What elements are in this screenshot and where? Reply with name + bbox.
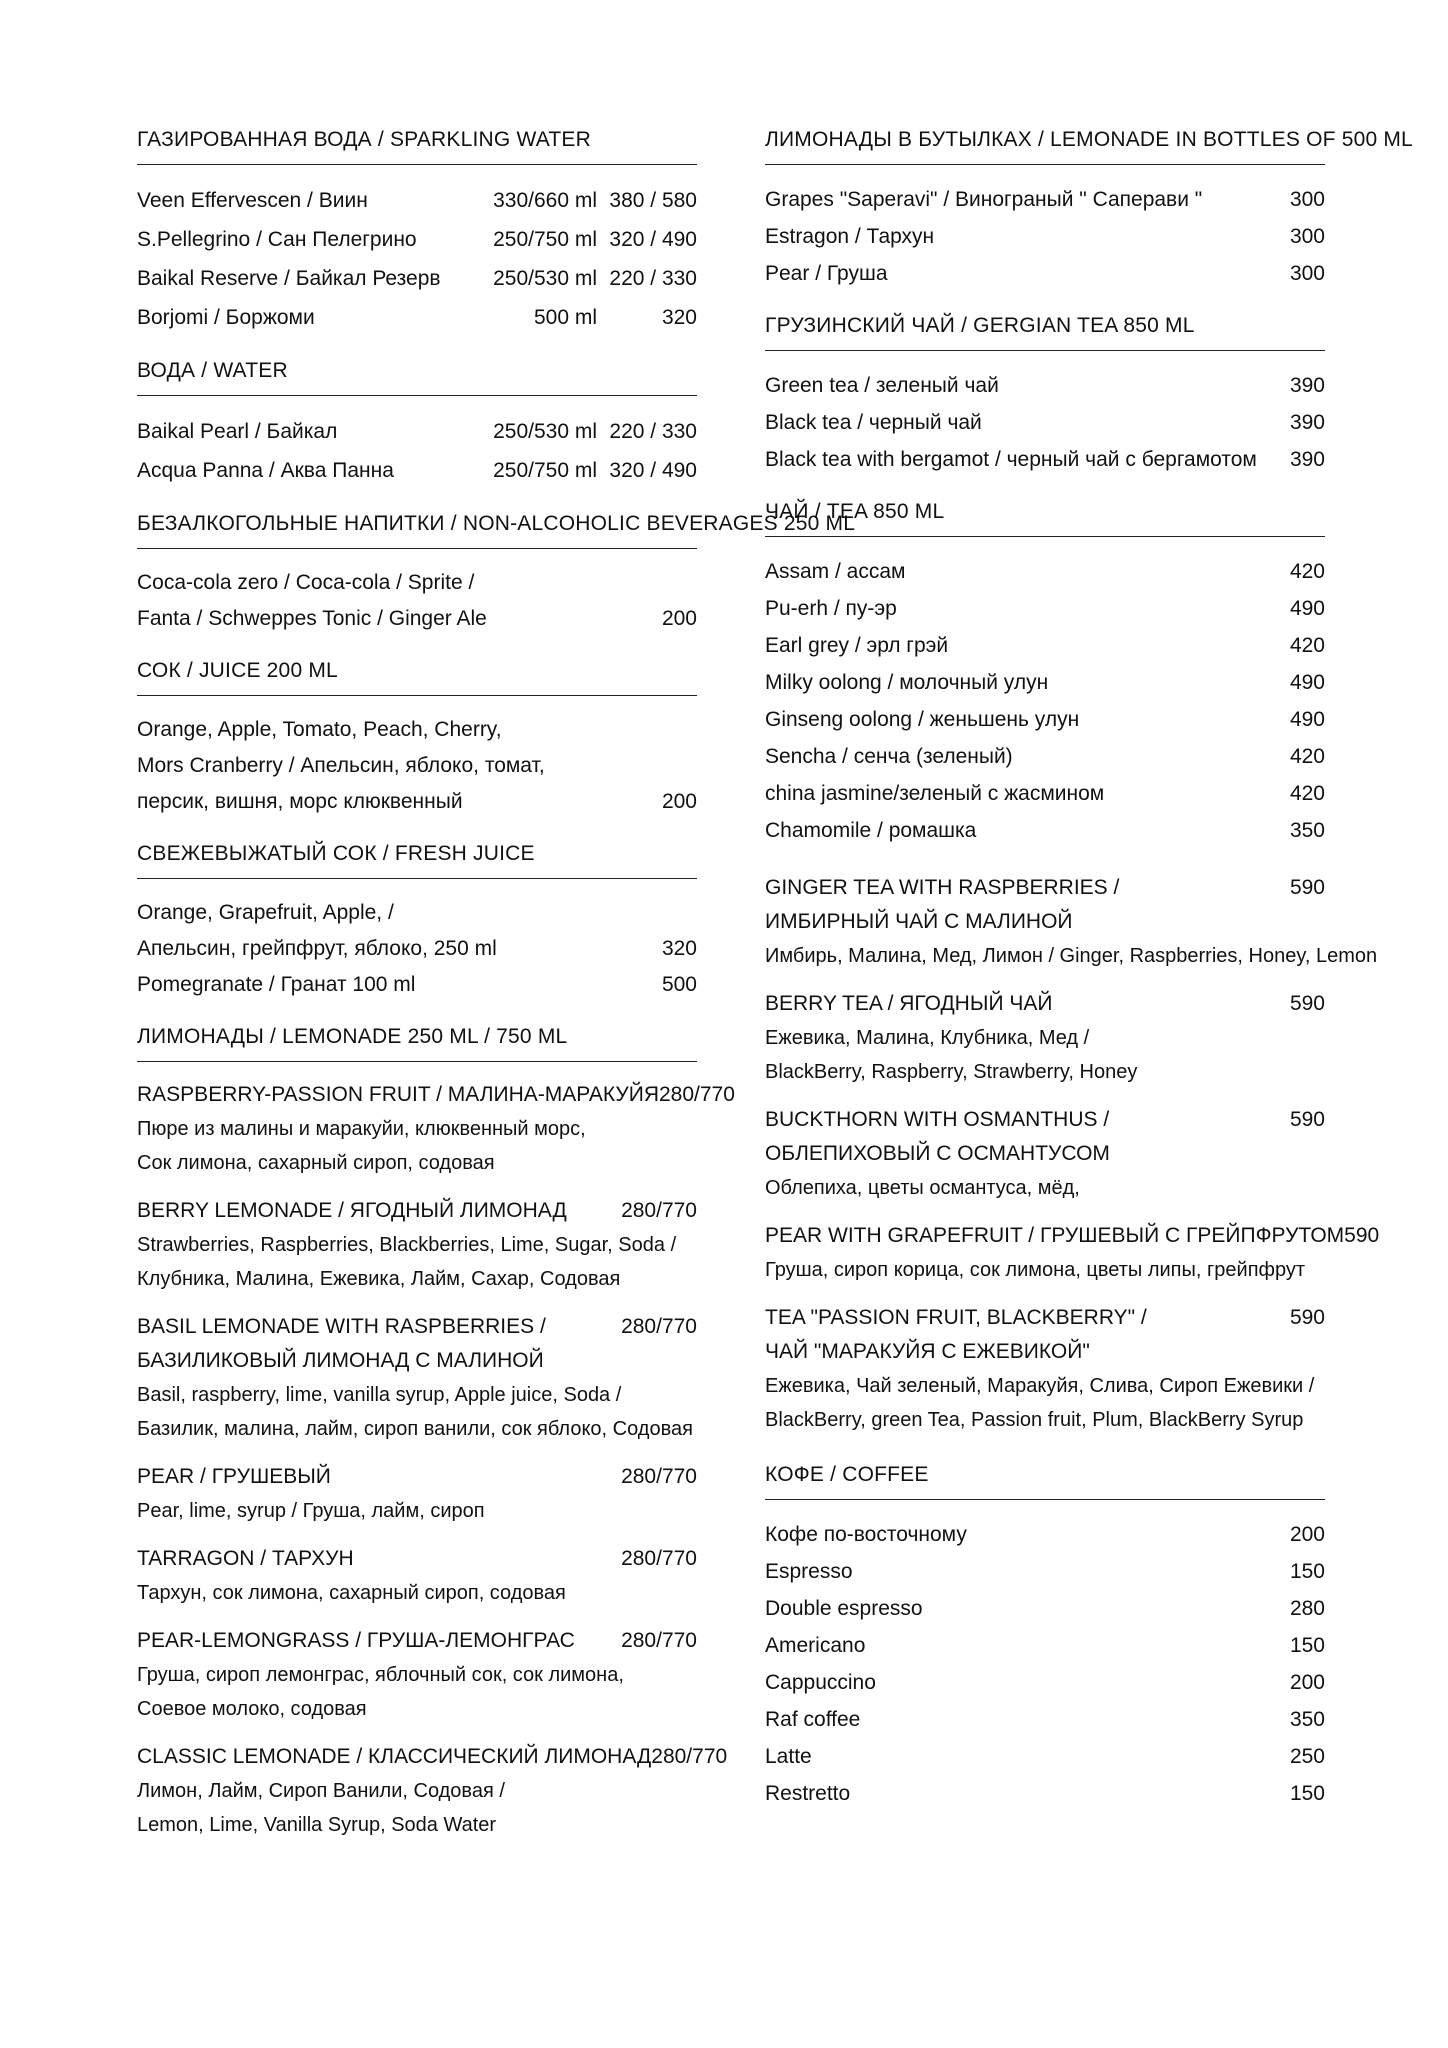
right-column bbox=[765, 128, 1413, 1834]
item-title-line: ЧАЙ "МАРАКУЙЯ С ЕЖЕВИКОЙ" bbox=[765, 1340, 1090, 1363]
menu-item bbox=[137, 565, 697, 637]
item-price: 150 bbox=[1289, 1560, 1325, 1583]
item-line: Pomegranate / Гранат 100 ml bbox=[137, 973, 416, 996]
item-title-line: ИМБИРНЫЙ ЧАЙ С МАЛИНОЙ bbox=[765, 910, 1073, 933]
item-line: Coca-cola zero / Coca-cola / Sprite / bbox=[137, 571, 475, 594]
section-title: ЛИМОНАДЫ / LEMONADE 250 ML / 750 ML bbox=[137, 1025, 697, 1062]
menu-item bbox=[765, 1775, 1325, 1812]
item-name: Assam / ассам bbox=[765, 560, 906, 583]
menu-item bbox=[765, 1738, 1325, 1775]
section-juice bbox=[137, 659, 697, 820]
special-tea-list bbox=[765, 871, 1380, 1437]
menu-item bbox=[765, 871, 1378, 973]
item-line: Fanta / Schweppes Tonic / Ginger Ale bbox=[137, 607, 487, 630]
section-title: ВОДА / WATER bbox=[137, 359, 697, 396]
item-price: 390 bbox=[1289, 374, 1325, 397]
item-price: 490 bbox=[1289, 597, 1325, 620]
item-name: china jasmine/зеленый с жасмином bbox=[765, 782, 1105, 805]
item-description: Лимон, Лайм, Сироп Ванили, Содовая / bbox=[137, 1780, 505, 1802]
menu-item bbox=[765, 181, 1325, 218]
item-name: Espresso bbox=[765, 1560, 853, 1583]
item-volume: 250/530 ml bbox=[493, 267, 597, 290]
item-description: Тархун, сок лимона, сахарный сироп, содовая bbox=[137, 1582, 566, 1604]
section-tea bbox=[765, 500, 1325, 849]
item-description: BlackBerry, green Tea, Passion fruit, Plum, BlackBerry Syrup bbox=[765, 1409, 1304, 1431]
menu-item bbox=[765, 1627, 1325, 1664]
item-title bbox=[137, 1078, 659, 1112]
menu-item bbox=[765, 627, 1325, 664]
item-header bbox=[137, 1310, 697, 1378]
section-special-tea bbox=[765, 871, 1380, 1437]
item-price: 420 bbox=[1289, 560, 1325, 583]
item-title-line: БАЗИЛИКОВЫЙ ЛИМОНАД С МАЛИНОЙ bbox=[137, 1349, 544, 1372]
section-title: ГАЗИРОВАННАЯ ВОДА / SPARKLING WATER bbox=[137, 128, 697, 165]
tea-list bbox=[765, 553, 1325, 849]
section-title: БЕЗАЛКОГОЛЬНЫЕ НАПИТКИ / NON-ALCOHOLIC BEVERAGES 250 ML bbox=[137, 512, 697, 549]
menu-item bbox=[137, 1310, 697, 1446]
item-title-line: BERRY TEA / ЯГОДНЫЙ ЧАЙ bbox=[765, 992, 1053, 1015]
item-title bbox=[765, 871, 1215, 939]
menu-item bbox=[765, 1553, 1325, 1590]
item-title bbox=[765, 1219, 1344, 1253]
item-description: Ежевика, Малина, Клубника, Мед / bbox=[765, 1027, 1090, 1049]
item-price: 280/770 bbox=[659, 1083, 735, 1106]
menu-item bbox=[137, 451, 697, 490]
menu-item bbox=[765, 1219, 1380, 1287]
item-title-line: PEAR-LEMONGRASS / ГРУША-ЛЕМОНГРАС bbox=[137, 1629, 575, 1652]
menu-item bbox=[765, 1301, 1325, 1437]
item-price: 320 bbox=[661, 306, 697, 329]
menu-item bbox=[137, 259, 697, 298]
item-header bbox=[137, 1624, 697, 1658]
item-volume: 330/660 ml bbox=[493, 189, 597, 212]
lemonade-list bbox=[137, 1078, 735, 1842]
item-description: Груша, сироп корица, сок лимона, цветы липы, грейпфрут bbox=[765, 1259, 1306, 1281]
item-title-line: GINGER TEA WITH RASPBERRIES / bbox=[765, 876, 1120, 899]
item-title bbox=[137, 1624, 587, 1658]
menu-item bbox=[137, 298, 697, 337]
item-title-line: CLASSIC LEMONADE / КЛАССИЧЕСКИЙ ЛИМОНАД bbox=[137, 1745, 652, 1768]
item-description: Strawberries, Raspberries, Blackberries, Lime, Sugar, Soda / bbox=[137, 1234, 677, 1256]
menu-item bbox=[765, 255, 1325, 292]
item-price: 300 bbox=[1289, 188, 1325, 211]
item-price: 300 bbox=[1289, 262, 1325, 285]
item-description: Пюре из малины и маракуйи, клюквенный морс, bbox=[137, 1118, 586, 1140]
item-price: 280/770 bbox=[621, 1199, 697, 1222]
item-description: Базилик, малина, лайм, сироп ванили, сок яблоко, Содовая bbox=[137, 1418, 693, 1440]
item-price: 590 bbox=[1289, 992, 1325, 1015]
item-price: 500 bbox=[661, 973, 697, 996]
item-header bbox=[137, 1460, 697, 1494]
item-description: BlackBerry, Raspberry, Strawberry, Honey bbox=[765, 1061, 1138, 1083]
section-title: КОФЕ / COFFEE bbox=[765, 1463, 1325, 1500]
item-line: персик, вишня, морс клюквенный bbox=[137, 790, 463, 813]
menu-item bbox=[765, 404, 1325, 441]
item-title-line: PEAR WITH GRAPEFRUIT / ГРУШЕВЫЙ С ГРЕЙПФРУТОМ bbox=[765, 1224, 1345, 1247]
menu-item bbox=[765, 1590, 1325, 1627]
item-title-line: BUCKTHORN WITH OSMANTHUS / bbox=[765, 1108, 1110, 1131]
item-name: Double espresso bbox=[765, 1597, 923, 1620]
item-header bbox=[765, 1219, 1380, 1253]
item-title-line: TARRAGON / ТАРХУН bbox=[137, 1547, 354, 1570]
section-title: ГРУЗИНСКИЙ ЧАЙ / GERGIAN TEA 850 ML bbox=[765, 314, 1325, 351]
section-bottled-lemonade bbox=[765, 128, 1413, 292]
item-volume: 500 ml bbox=[533, 306, 597, 329]
item-header bbox=[137, 1194, 697, 1228]
item-description: Pear, lime, syrup / Груша, лайм, сироп bbox=[137, 1500, 485, 1522]
item-price: 350 bbox=[1289, 1708, 1325, 1731]
menu-item bbox=[765, 367, 1325, 404]
item-price: 280 bbox=[1289, 1597, 1325, 1620]
item-title-line: TEA "PASSION FRUIT, BLACKBERRY" / bbox=[765, 1306, 1147, 1329]
item-price: 200 bbox=[661, 790, 697, 813]
menu-item bbox=[137, 1460, 697, 1528]
item-title bbox=[137, 1310, 587, 1378]
section-georgian-tea bbox=[765, 314, 1325, 478]
coffee-list bbox=[765, 1516, 1325, 1812]
item-price: 590 bbox=[1344, 1224, 1380, 1247]
item-name: Black tea with bergamot / черный чай с бергамотом bbox=[765, 448, 1257, 471]
item-description: Ежевика, Чай зеленый, Маракуйя, Слива, Сироп Ежевики / bbox=[765, 1375, 1315, 1397]
item-header bbox=[137, 1078, 735, 1112]
menu-item bbox=[765, 1664, 1325, 1701]
item-name: Ginseng oolong / женьшень улун bbox=[765, 708, 1080, 731]
menu-item bbox=[765, 987, 1325, 1089]
item-name: Estragon / Тархун bbox=[765, 225, 935, 248]
item-title bbox=[137, 1194, 587, 1228]
item-price: 220 / 330 bbox=[609, 420, 697, 443]
item-description: Груша, сироп лемонграс, яблочный сок, сок лимона, bbox=[137, 1664, 624, 1686]
item-title bbox=[765, 987, 1215, 1021]
item-title-line: ОБЛЕПИХОВЫЙ С ОСМАНТУСОМ bbox=[765, 1142, 1110, 1165]
item-name: Restretto bbox=[765, 1782, 851, 1805]
item-price: 590 bbox=[1289, 1108, 1325, 1131]
item-price: 280/770 bbox=[651, 1745, 728, 1768]
menu-item bbox=[137, 1194, 697, 1296]
section-lemonade bbox=[137, 1025, 735, 1842]
item-name: Earl grey / эрл грэй bbox=[765, 634, 949, 657]
menu-item bbox=[765, 553, 1325, 590]
section-sparkling-water bbox=[137, 128, 697, 337]
item-price: 300 bbox=[1289, 225, 1325, 248]
item-title bbox=[137, 1740, 651, 1774]
item-title bbox=[765, 1103, 1215, 1171]
item-price: 200 bbox=[1289, 1523, 1325, 1546]
item-name: Milky oolong / молочный улун bbox=[765, 671, 1049, 694]
item-price: 200 bbox=[1289, 1671, 1325, 1694]
item-line: Orange, Apple, Tomato, Peach, Cherry, bbox=[137, 718, 502, 741]
menu-item bbox=[137, 1078, 735, 1180]
menu-item bbox=[765, 218, 1325, 255]
menu-item bbox=[765, 1516, 1325, 1553]
item-line: Апельсин, грейпфрут, яблоко, 250 ml bbox=[137, 937, 497, 960]
item-header bbox=[765, 1103, 1325, 1171]
item-header bbox=[137, 1740, 728, 1774]
item-price: 350 bbox=[1289, 819, 1325, 842]
menu-item bbox=[137, 1624, 697, 1726]
item-price: 150 bbox=[1289, 1782, 1325, 1805]
section-title: ЧАЙ / TEA 850 ML bbox=[765, 500, 1325, 537]
item-name: Green tea / зеленый чай bbox=[765, 374, 999, 397]
item-volume: 250/750 ml bbox=[493, 459, 597, 482]
item-price: 420 bbox=[1289, 745, 1325, 768]
item-price: 390 bbox=[1289, 448, 1325, 471]
item-name: Grapes "Saperavi" / Винограный " Саперави " bbox=[765, 188, 1203, 211]
item-title-line: RASPBERRY-PASSION FRUIT / МАЛИНА-МАРАКУЙЯ bbox=[137, 1083, 659, 1106]
menu-item bbox=[137, 181, 697, 220]
item-price: 420 bbox=[1289, 634, 1325, 657]
item-description: Клубника, Малина, Ежевика, Лайм, Сахар, Содовая bbox=[137, 1268, 621, 1290]
menu-item bbox=[765, 775, 1325, 812]
item-price: 390 bbox=[1289, 411, 1325, 434]
item-price: 250 bbox=[1289, 1745, 1325, 1768]
item-name: Cappuccino bbox=[765, 1671, 876, 1694]
item-price: 490 bbox=[1289, 671, 1325, 694]
menu-item bbox=[137, 967, 697, 1003]
menu-item bbox=[765, 812, 1325, 849]
item-line: Mors Cranberry / Апельсин, яблоко, томат, bbox=[137, 754, 545, 777]
item-header bbox=[765, 987, 1325, 1021]
item-title-line: BERRY LEMONADE / ЯГОДНЫЙ ЛИМОНАД bbox=[137, 1199, 567, 1222]
item-price: 320 bbox=[661, 937, 697, 960]
section-coffee bbox=[765, 1463, 1325, 1812]
item-description: Basil, raspberry, lime, vanilla syrup, Apple juice, Soda / bbox=[137, 1384, 622, 1406]
item-price: 320 / 490 bbox=[609, 228, 697, 251]
item-name: Borjomi / Боржоми bbox=[137, 306, 315, 329]
item-price: 490 bbox=[1289, 708, 1325, 731]
item-price: 280/770 bbox=[621, 1465, 697, 1488]
section-title: ЛИМОНАДЫ В БУТЫЛКАХ / LEMONADE IN BOTTLES OF 500 ML bbox=[765, 128, 1325, 165]
section-title: СВЕЖЕВЫЖАТЫЙ СОК / FRESH JUICE bbox=[137, 842, 697, 879]
item-name: Acqua Panna / Аква Панна bbox=[137, 459, 394, 482]
item-header bbox=[765, 1301, 1325, 1369]
menu-item bbox=[765, 701, 1325, 738]
item-price: 420 bbox=[1289, 782, 1325, 805]
item-name: Chamomile / ромашка bbox=[765, 819, 977, 842]
item-name: Black tea / черный чай bbox=[765, 411, 982, 434]
menu-item bbox=[137, 1740, 728, 1842]
item-title-line: BASIL LEMONADE WITH RASPBERRIES / bbox=[137, 1315, 546, 1338]
item-description: Соевое молоко, содовая bbox=[137, 1698, 367, 1720]
menu-item bbox=[765, 1701, 1325, 1738]
menu-item bbox=[765, 590, 1325, 627]
item-price: 220 / 330 bbox=[609, 267, 697, 290]
item-name: Baikal Pearl / Байкал bbox=[137, 420, 338, 443]
item-price: 590 bbox=[1289, 876, 1325, 899]
item-price: 150 bbox=[1289, 1634, 1325, 1657]
menu-item bbox=[765, 441, 1325, 478]
item-name: Кофе по-восточному bbox=[765, 1523, 967, 1546]
item-description: Сок лимона, сахарный сироп, содовая bbox=[137, 1152, 495, 1174]
item-price: 590 bbox=[1289, 1306, 1325, 1329]
item-price: 280/770 bbox=[621, 1547, 697, 1570]
item-description: Облепиха, цветы османтуса, мёд, bbox=[765, 1177, 1080, 1199]
item-price: 280/770 bbox=[621, 1629, 697, 1652]
menu-item bbox=[765, 1103, 1325, 1205]
menu-item bbox=[137, 220, 697, 259]
item-name: Baikal Reserve / Байкал Резерв bbox=[137, 267, 441, 290]
item-title bbox=[137, 1542, 587, 1576]
item-description: Имбирь, Малина, Мед, Лимон / Ginger, Raspberries, Honey, Lemon bbox=[765, 945, 1378, 967]
menu-item bbox=[137, 412, 697, 451]
item-price: 280/770 bbox=[621, 1315, 697, 1338]
item-price: 380 / 580 bbox=[609, 189, 697, 212]
item-name: Raf coffee bbox=[765, 1708, 861, 1731]
item-name: Sencha / сенча (зеленый) bbox=[765, 745, 1013, 768]
item-title bbox=[765, 1301, 1215, 1369]
section-title: СОК / JUICE 200 ML bbox=[137, 659, 697, 696]
item-title bbox=[137, 1460, 587, 1494]
menu-item bbox=[137, 895, 697, 967]
item-name: Pu-erh / пу-эр bbox=[765, 597, 897, 620]
item-volume: 250/750 ml bbox=[493, 228, 597, 251]
item-name: S.Pellegrino / Сан Пелегрино bbox=[137, 228, 417, 251]
item-name: Americano bbox=[765, 1634, 866, 1657]
item-price: 200 bbox=[661, 607, 697, 630]
section-fresh-juice bbox=[137, 842, 697, 1003]
item-name: Pear / Груша bbox=[765, 262, 888, 285]
menu-item bbox=[137, 712, 697, 820]
menu-item bbox=[137, 1542, 697, 1610]
item-volume: 250/530 ml bbox=[493, 420, 597, 443]
item-name: Latte bbox=[765, 1745, 812, 1768]
item-price: 320 / 490 bbox=[609, 459, 697, 482]
item-name: Veen Effervescen / Виин bbox=[137, 189, 368, 212]
item-title-line: PEAR / ГРУШЕВЫЙ bbox=[137, 1465, 331, 1488]
item-header bbox=[765, 871, 1325, 939]
item-description: Lemon, Lime, Vanilla Syrup, Soda Water bbox=[137, 1814, 497, 1836]
menu-item bbox=[765, 738, 1325, 775]
item-header bbox=[137, 1542, 697, 1576]
section-water bbox=[137, 359, 697, 490]
item-line: Orange, Grapefruit, Apple, / bbox=[137, 901, 394, 924]
menu-item bbox=[765, 664, 1325, 701]
